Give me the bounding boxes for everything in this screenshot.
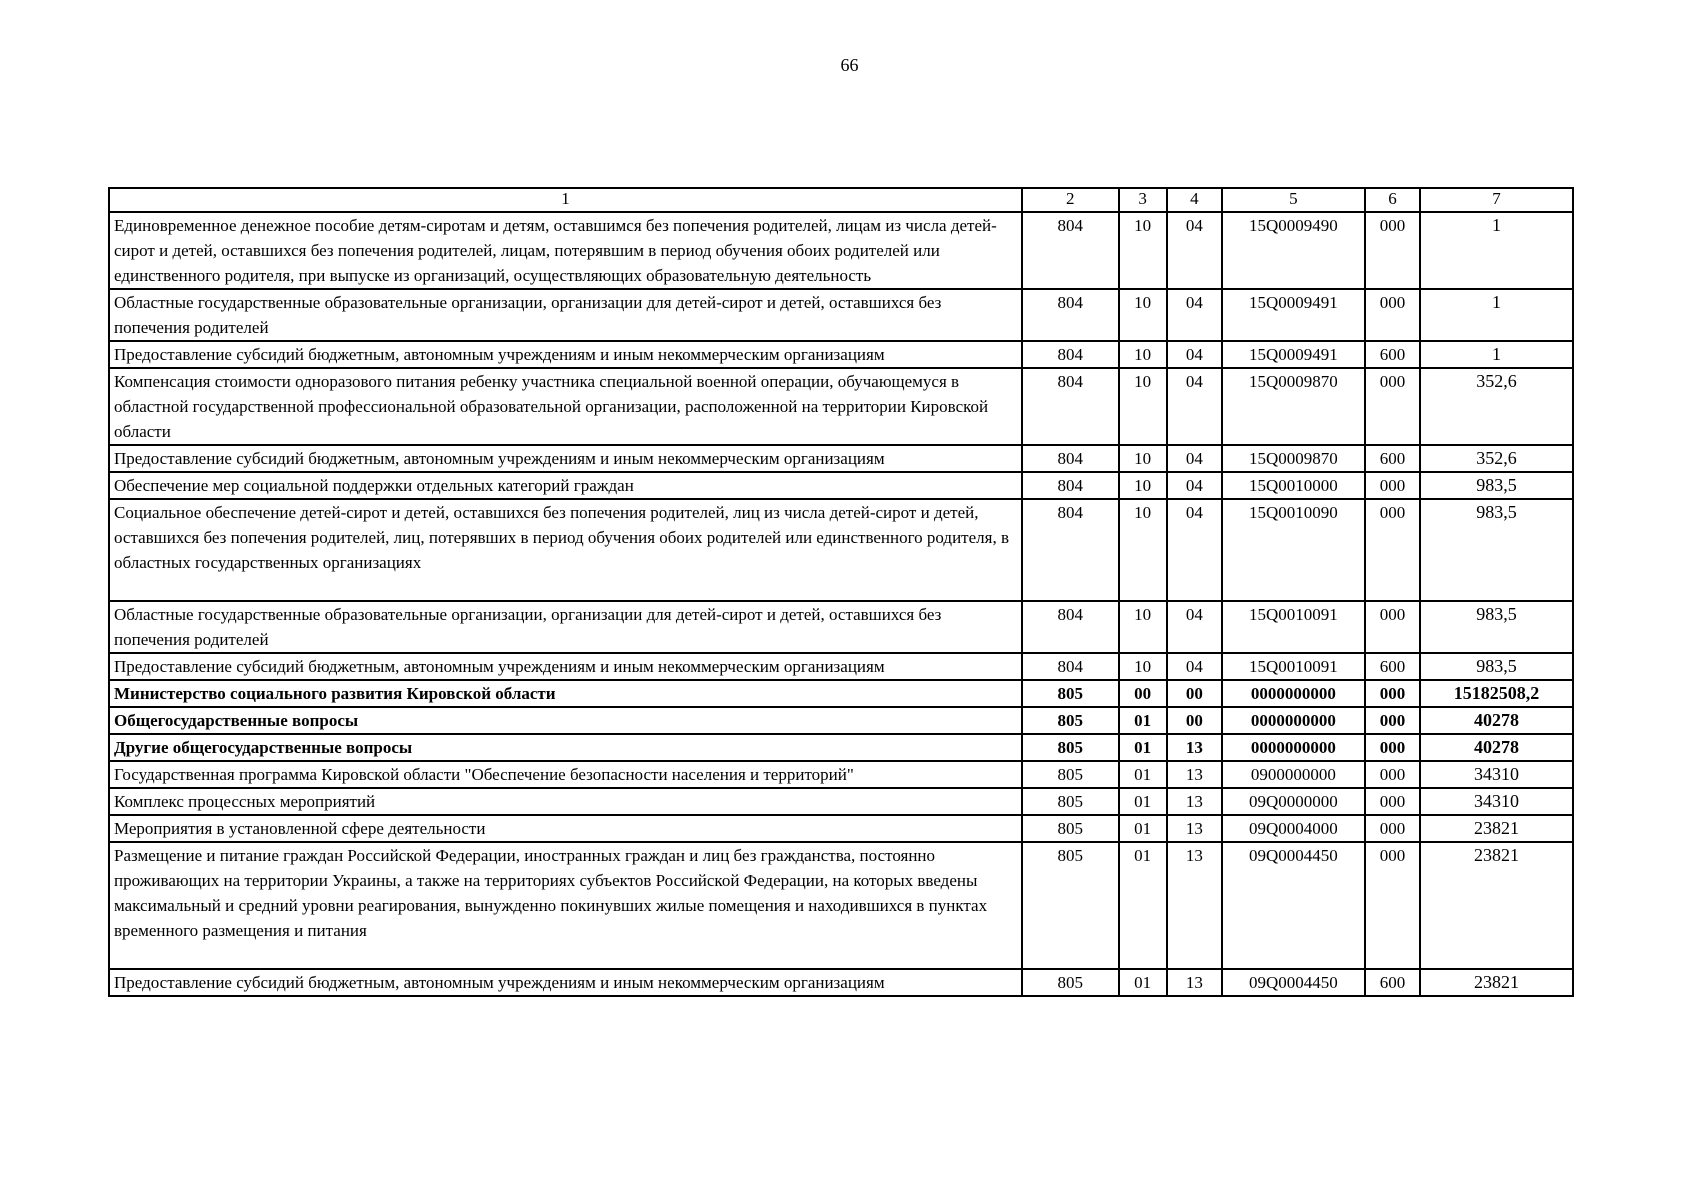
- row-amount: 40278: [1420, 734, 1573, 761]
- row-col-6: 600: [1365, 653, 1420, 680]
- row-col-3: 10: [1119, 499, 1167, 601]
- page-number: 66: [840, 55, 859, 75]
- row-col-2: 805: [1022, 707, 1119, 734]
- row-col-3: 01: [1119, 761, 1167, 788]
- header-col-5: 5: [1222, 188, 1365, 212]
- row-col-2: 804: [1022, 341, 1119, 368]
- row-col-4: 00: [1167, 707, 1222, 734]
- table-row: [109, 842, 1573, 969]
- row-col-3: 10: [1119, 212, 1167, 289]
- row-col-2: 804: [1022, 289, 1119, 341]
- table-row: [109, 341, 1573, 368]
- row-amount: 352,6: [1420, 445, 1573, 472]
- row-col-5: 15Q0010091: [1222, 601, 1365, 653]
- row-col-6: 000: [1365, 212, 1420, 289]
- row-amount: 34310: [1420, 761, 1573, 788]
- row-col-6: 000: [1365, 680, 1420, 707]
- row-col-6: 000: [1365, 472, 1420, 499]
- table-header-row: [109, 188, 1573, 212]
- row-amount: 983,5: [1420, 472, 1573, 499]
- row-col-3: 01: [1119, 707, 1167, 734]
- header-col-3: 3: [1119, 188, 1167, 212]
- row-col-4: 04: [1167, 445, 1222, 472]
- row-col-6: 000: [1365, 289, 1420, 341]
- row-col-2: 805: [1022, 761, 1119, 788]
- row-col-4: 13: [1167, 842, 1222, 969]
- row-amount: 1: [1420, 341, 1573, 368]
- row-col-3: 10: [1119, 472, 1167, 499]
- row-description: Комплекс процессных мероприятий: [109, 788, 1022, 815]
- row-col-4: 04: [1167, 368, 1222, 445]
- row-description: Мероприятия в установленной сфере деятельности: [109, 815, 1022, 842]
- row-col-6: 000: [1365, 707, 1420, 734]
- row-amount: 34310: [1420, 788, 1573, 815]
- row-col-6: 000: [1365, 499, 1420, 601]
- row-col-3: 01: [1119, 815, 1167, 842]
- row-col-4: 13: [1167, 815, 1222, 842]
- row-amount: 983,5: [1420, 601, 1573, 653]
- row-col-6: 000: [1365, 842, 1420, 969]
- row-col-3: 01: [1119, 969, 1167, 996]
- row-col-5: 09Q0004000: [1222, 815, 1365, 842]
- row-col-3: 01: [1119, 788, 1167, 815]
- row-col-2: 805: [1022, 969, 1119, 996]
- row-col-3: 10: [1119, 653, 1167, 680]
- row-amount: 15182508,2: [1420, 680, 1573, 707]
- table-row: [109, 212, 1573, 289]
- row-col-5: 15Q0010091: [1222, 653, 1365, 680]
- row-col-5: 09Q0000000: [1222, 788, 1365, 815]
- header-col-2: 2: [1022, 188, 1119, 212]
- row-col-6: 600: [1365, 445, 1420, 472]
- table-row: [109, 815, 1573, 842]
- row-col-2: 805: [1022, 788, 1119, 815]
- table-row: [109, 289, 1573, 341]
- row-col-5: 09Q0004450: [1222, 969, 1365, 996]
- row-col-2: 805: [1022, 815, 1119, 842]
- row-col-6: 000: [1365, 734, 1420, 761]
- row-col-6: 600: [1365, 341, 1420, 368]
- row-col-6: 000: [1365, 761, 1420, 788]
- row-description: Обеспечение мер социальной поддержки отдельных категорий граждан: [109, 472, 1022, 499]
- row-col-5: 0000000000: [1222, 680, 1365, 707]
- header-col-7: 7: [1420, 188, 1573, 212]
- table-row: [109, 472, 1573, 499]
- row-col-3: 10: [1119, 289, 1167, 341]
- row-amount: 40278: [1420, 707, 1573, 734]
- row-col-2: 805: [1022, 680, 1119, 707]
- row-amount: 1: [1420, 289, 1573, 341]
- row-description: Общегосударственные вопросы: [109, 707, 1022, 734]
- row-col-3: 01: [1119, 842, 1167, 969]
- row-col-4: 13: [1167, 734, 1222, 761]
- table-row: [109, 969, 1573, 996]
- row-amount: 23821: [1420, 842, 1573, 969]
- row-col-5: 0000000000: [1222, 707, 1365, 734]
- row-description: Предоставление субсидий бюджетным, автономным учреждениям и иным некоммерческим организациям: [109, 653, 1022, 680]
- row-col-2: 805: [1022, 842, 1119, 969]
- row-col-3: 10: [1119, 368, 1167, 445]
- row-amount: 983,5: [1420, 499, 1573, 601]
- row-description: Государственная программа Кировской области "Обеспечение безопасности населения и территорий": [109, 761, 1022, 788]
- row-col-4: 13: [1167, 761, 1222, 788]
- row-col-2: 804: [1022, 445, 1119, 472]
- row-col-5: 09Q0004450: [1222, 842, 1365, 969]
- row-col-2: 804: [1022, 499, 1119, 601]
- table-row: [109, 788, 1573, 815]
- row-col-5: 0000000000: [1222, 734, 1365, 761]
- row-col-2: 804: [1022, 653, 1119, 680]
- row-col-4: 04: [1167, 601, 1222, 653]
- row-description: Министерство социального развития Кировской области: [109, 680, 1022, 707]
- row-col-2: 804: [1022, 212, 1119, 289]
- row-col-2: 804: [1022, 368, 1119, 445]
- row-col-3: 10: [1119, 601, 1167, 653]
- row-col-5: 15Q0009491: [1222, 341, 1365, 368]
- row-col-3: 01: [1119, 734, 1167, 761]
- row-col-2: 804: [1022, 472, 1119, 499]
- row-col-5: 15Q0009870: [1222, 368, 1365, 445]
- row-description: Предоставление субсидий бюджетным, автономным учреждениям и иным некоммерческим организациям: [109, 445, 1022, 472]
- table-row: [109, 761, 1573, 788]
- row-col-4: 04: [1167, 472, 1222, 499]
- row-col-5: 15Q0009491: [1222, 289, 1365, 341]
- row-col-2: 805: [1022, 734, 1119, 761]
- row-col-5: 0900000000: [1222, 761, 1365, 788]
- row-amount: 23821: [1420, 969, 1573, 996]
- row-col-4: 04: [1167, 341, 1222, 368]
- table-row: [109, 445, 1573, 472]
- table-row: [109, 368, 1573, 445]
- row-col-5: 15Q0009870: [1222, 445, 1365, 472]
- row-col-5: 15Q0010090: [1222, 499, 1365, 601]
- row-col-4: 13: [1167, 788, 1222, 815]
- row-description: Предоставление субсидий бюджетным, автономным учреждениям и иным некоммерческим организациям: [109, 341, 1022, 368]
- row-amount: 1: [1420, 212, 1573, 289]
- row-col-3: 10: [1119, 445, 1167, 472]
- row-col-5: 15Q0010000: [1222, 472, 1365, 499]
- table-row: [109, 734, 1573, 761]
- row-description: Социальное обеспечение детей-сирот и детей, оставшихся без попечения родителей, лиц из числа детей-сирот и детей, оставшихся без попечения родителей, лиц, потерявших в период обучения обоих родителей или единственного родителя, в областных государственных организациях: [109, 499, 1022, 601]
- row-description: Предоставление субсидий бюджетным, автономным учреждениям и иным некоммерческим организациям: [109, 969, 1022, 996]
- table-row: [109, 680, 1573, 707]
- row-col-6: 000: [1365, 815, 1420, 842]
- budget-table: [108, 187, 1574, 997]
- header-col-4: 4: [1167, 188, 1222, 212]
- row-description: Областные государственные образовательные организации, организации для детей-сирот и детей, оставшихся без попечения родителей: [109, 289, 1022, 341]
- row-col-6: 600: [1365, 969, 1420, 996]
- row-col-4: 04: [1167, 653, 1222, 680]
- row-description: Другие общегосударственные вопросы: [109, 734, 1022, 761]
- row-col-3: 00: [1119, 680, 1167, 707]
- row-col-6: 000: [1365, 788, 1420, 815]
- row-description: Компенсация стоимости одноразового питания ребенку участника специальной военной операции, обучающемуся в областной государственной профессиональной образовательной организации, расположенной на территории Кировской области: [109, 368, 1022, 445]
- table-row: [109, 707, 1573, 734]
- header-col-6: 6: [1365, 188, 1420, 212]
- header-col-1: 1: [109, 188, 1022, 212]
- row-description: Единовременное денежное пособие детям-сиротам и детям, оставшимся без попечения родителей, лицам из числа детей-сирот и детей, оставшихся без попечения родителей, лицам, потерявшим в период обучения обоих родителей или единственного родителя, при выпуске из организаций, осуществляющих образовательную деятельность: [109, 212, 1022, 289]
- row-col-5: 15Q0009490: [1222, 212, 1365, 289]
- row-description: Областные государственные образовательные организации, организации для детей-сирот и детей, оставшихся без попечения родителей: [109, 601, 1022, 653]
- row-amount: 23821: [1420, 815, 1573, 842]
- row-amount: 983,5: [1420, 653, 1573, 680]
- row-amount: 352,6: [1420, 368, 1573, 445]
- row-col-4: 00: [1167, 680, 1222, 707]
- table-row: [109, 499, 1573, 601]
- row-col-6: 000: [1365, 368, 1420, 445]
- row-col-3: 10: [1119, 341, 1167, 368]
- row-col-4: 04: [1167, 289, 1222, 341]
- table-row: [109, 653, 1573, 680]
- row-description: Размещение и питание граждан Российской Федерации, иностранных граждан и лиц без гражданства, постоянно проживающих на территории Украины, а также на территориях субъектов Российской Федерации, на которых введены максимальный и средний уровни реагирования, вынужденно покинувших жилые помещения и находившихся в пунктах временного размещения и питания: [109, 842, 1022, 969]
- row-col-4: 13: [1167, 969, 1222, 996]
- row-col-4: 04: [1167, 212, 1222, 289]
- table-row: [109, 601, 1573, 653]
- row-col-2: 804: [1022, 601, 1119, 653]
- row-col-6: 000: [1365, 601, 1420, 653]
- row-col-4: 04: [1167, 499, 1222, 601]
